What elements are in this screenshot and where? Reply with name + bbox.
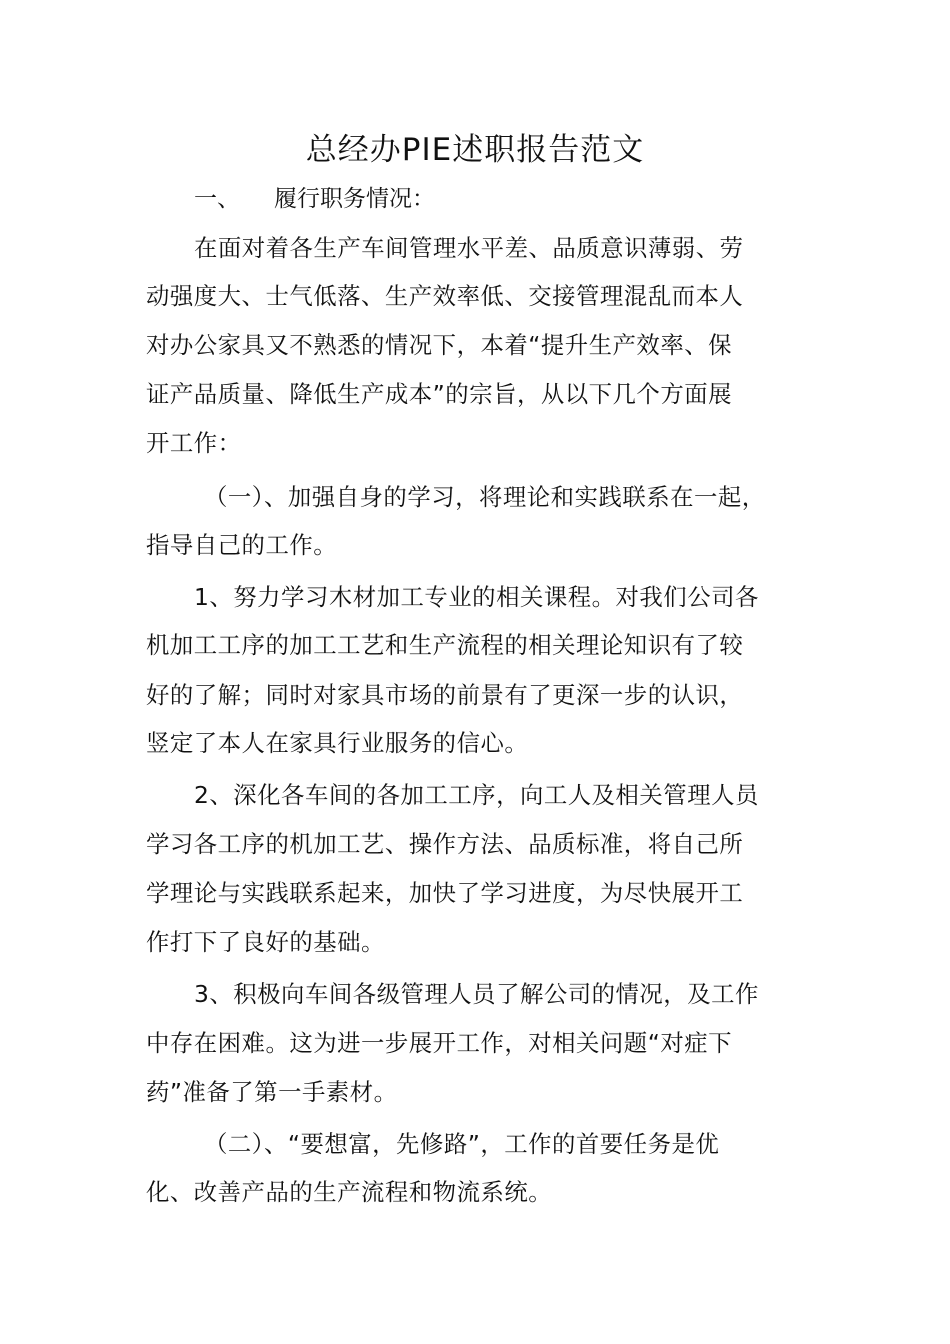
paragraph-line: 开工作： [146, 429, 242, 457]
paragraph-line: 2、深化各车间的各加工工序，向工人及相关管理人员 [194, 781, 759, 809]
paragraph-line: 学习各工序的机加工艺、操作方法、品质标准，将自己所 [146, 830, 744, 858]
paragraph-line: （二）、“要想富，先修路”，工作的首要任务是优 [204, 1130, 720, 1158]
paragraph-line: 学理论与实践联系起来，加快了学习进度，为尽快展开工 [146, 879, 744, 907]
paragraph-line: 1、努力学习木材加工专业的相关课程。对我们公司各 [194, 583, 759, 611]
paragraph-line: （一）、加强自身的学习，将理论和实践联系在一起， [204, 483, 766, 511]
document-title: 总经办PIE述职报告范文 [305, 132, 645, 168]
paragraph-line: 药”准备了第一手素材。 [146, 1078, 398, 1106]
paragraph-line: 化、改善产品的生产流程和物流系统。 [146, 1178, 553, 1206]
paragraph-line: 中存在困难。这为进一步展开工作，对相关问题“对症下 [146, 1029, 732, 1057]
section-number: 一、 [194, 186, 240, 212]
paragraph-line: 证产品质量、降低生产成本”的宗旨，从以下几个方面展 [146, 380, 732, 408]
paragraph-line: 动强度大、士气低落、生产效率低、交接管理混乱而本人 [146, 282, 744, 310]
paragraph-line: 3、积极向车间各级管理人员了解公司的情况，及工作 [194, 980, 759, 1008]
paragraph-line: 作打下了良好的基础。 [146, 928, 385, 956]
paragraph-line: 指导自己的工作。 [146, 531, 338, 559]
section-label: 履行职务情况： [274, 186, 435, 212]
paragraph-line: 机加工工序的加工工艺和生产流程的相关理论知识有了较 [146, 631, 744, 659]
paragraph-line: 在面对着各生产车间管理水平差、品质意识薄弱、劳 [194, 234, 744, 262]
section-heading [194, 179, 435, 219]
paragraph-line: 好的了解；同时对家具市场的前景有了更深一步的认识， [146, 681, 744, 709]
paragraph-line: 竖定了本人在家具行业服务的信心。 [146, 729, 529, 757]
paragraph-line: 对办公家具又不熟悉的情况下，本着“提升生产效率、保 [146, 331, 732, 359]
